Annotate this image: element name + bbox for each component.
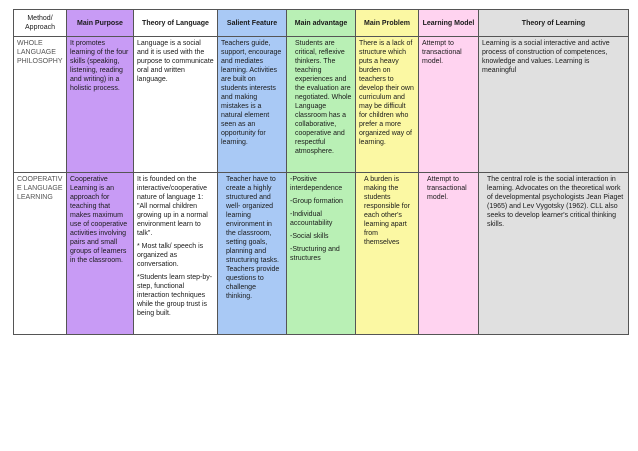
header-theory-of-language: Theory of Language: [134, 10, 218, 37]
row-method: COOPERATIVE LANGUAGE LEARNING: [14, 173, 67, 335]
header-main-advantage: Main advantage: [287, 10, 356, 37]
advantage-item: -Structuring and structures: [290, 246, 340, 262]
header-salient-feature: Salient Feature: [218, 10, 287, 37]
row-main-purpose: Cooperative Learning is an approach for teaching that makes maximum use of cooperative activities involving pairs and small groups of learners in the classroom.: [67, 173, 134, 335]
theory-paragraph: * Most talk/ speech is organized as conversation.: [137, 243, 204, 268]
header-main-purpose: Main Purpose: [67, 10, 134, 37]
row-main-purpose: It promotes learning of the four skills (speaking, listening, reading and writing) in a holistic process.: [67, 37, 134, 173]
header-method: Method/ Approach: [14, 10, 67, 37]
row-theory-of-learning: The central role is the social interaction in learning. Advocates on the theoretical work of developmental psychologists Jean Piaget (1965) and Lev Vygotsky (1962). CLL also seeks to develop learner's critical thinking skills.: [479, 173, 629, 335]
row-salient-feature: Teacher have to create a highly structured and well- organized learning environment in the classroom, setting goals, planning and structuring tasks. Teachers provide questions to challenge thinking.: [218, 173, 287, 335]
header-row: [14, 10, 629, 37]
row-main-advantage: Students are critical, reflexive thinkers. The teaching experiences and the evaluation are negotiated. Whole Language classroom has a collaborative, cooperative and respectful atmosphere.: [287, 37, 356, 173]
theory-paragraph: *Students learn step-by-step, functional interaction techniques while the group trust is being built.: [137, 274, 213, 317]
advantage-item: -Positive interdependence: [290, 176, 343, 192]
row-theory-of-language: Language is a social and it is used with the purpose to communicate oral and written language.: [134, 37, 218, 173]
row-theory-of-learning: Learning is a social interactive and active process of construction of competences, knowledge and values. Learning is meaningful: [479, 37, 629, 173]
header-learning-model: Learning Model: [419, 10, 479, 37]
row-main-problem: There is a lack of structure which puts a heavy burden on teachers to develop their own curriculum and may be difficult for children who prefer a more organized way of learning.: [356, 37, 419, 173]
theory-paragraph: It is founded on the interactive/cooperative nature of language 1: "All normal children growing up in a normal environment learn to talk".: [137, 176, 208, 237]
header-theory-of-learning: Theory of Learning: [479, 10, 629, 37]
row-learning-model: Attempt to transactional model.: [419, 173, 479, 335]
table-row: [14, 37, 629, 173]
advantage-item: -Individual accountability: [290, 211, 333, 227]
row-salient-feature: Teachers guide, support, encourage and mediates learning. Activities are built on students interests and making mistakes is a natural element seen as an opportunity for learning.: [218, 37, 287, 173]
advantage-item: -Social skills: [290, 233, 329, 240]
header-main-problem: Main Problem: [356, 10, 419, 37]
row-main-problem: A burden is making the students responsible for each other's learning apart from themselves: [356, 173, 419, 335]
advantage-item: -Group formation: [290, 198, 343, 205]
row-theory-of-language: [134, 173, 218, 335]
row-learning-model: Attempt to transactional model.: [419, 37, 479, 173]
row-main-advantage: [287, 173, 356, 335]
table-row: [14, 173, 629, 335]
comparison-table: [13, 9, 629, 335]
row-method: WHOLE LANGUAGE PHILOSOPHY: [14, 37, 67, 173]
